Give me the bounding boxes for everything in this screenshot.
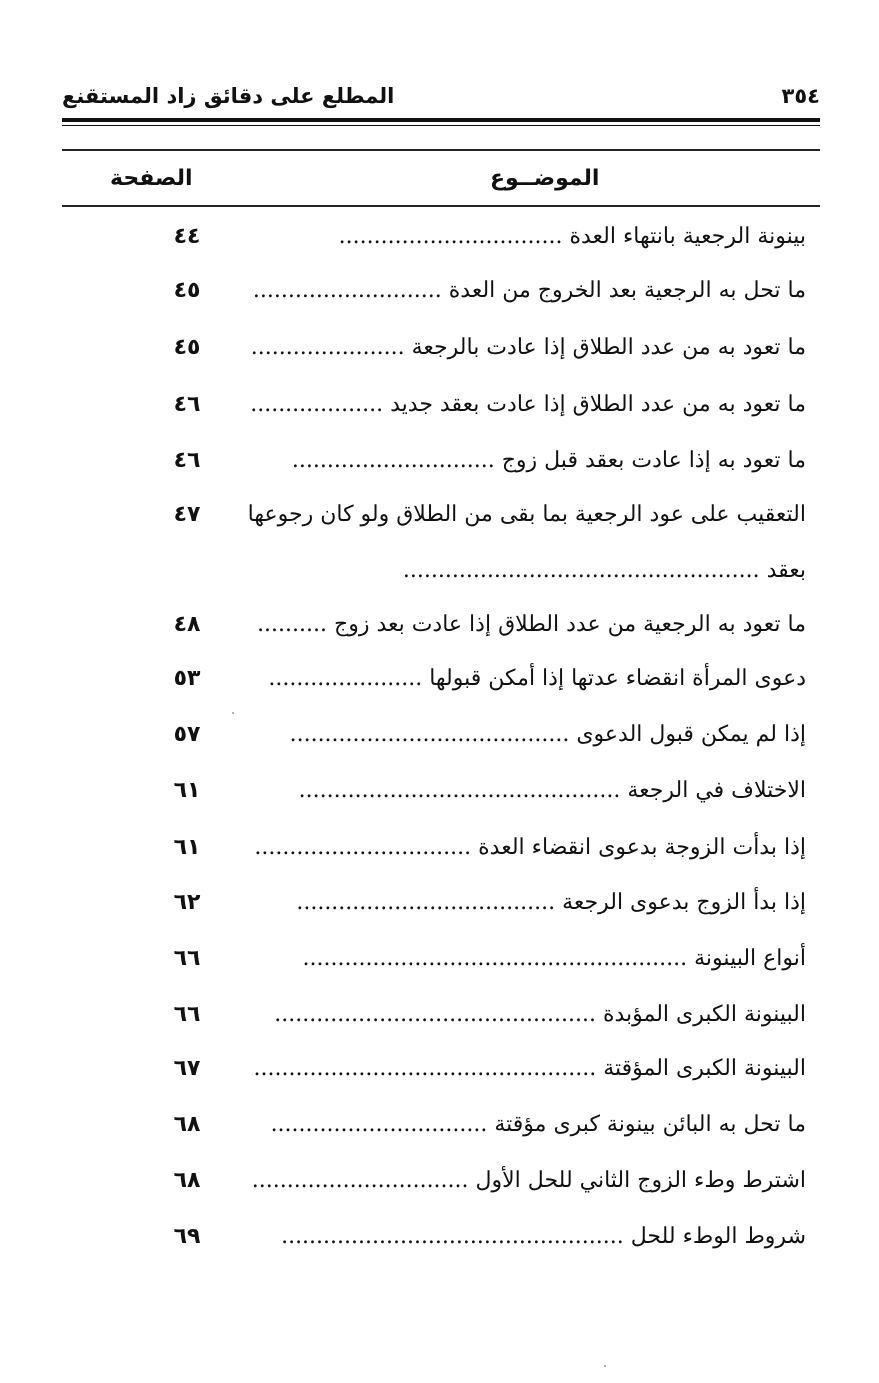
leader-dots: ...........................	[252, 278, 442, 303]
toc-entry-title	[268, 664, 806, 694]
header-rule-thick	[62, 118, 820, 122]
leader-dots: ...............................	[254, 835, 472, 860]
leader-dots: .............................	[291, 448, 495, 473]
toc-entry	[62, 446, 820, 500]
leader-dots: ...............................	[251, 1168, 469, 1193]
toc-entry-title	[290, 720, 806, 750]
toc-entry-title	[339, 222, 806, 252]
toc-entry-page: ٤٨	[173, 612, 201, 637]
leader-dots: ..............................................	[298, 778, 621, 803]
toc-entry	[62, 720, 820, 774]
toc-entry-text: إذا بدأت الزوجة بدعوى انقضاء العدة	[478, 835, 806, 860]
leader-dots: ........................................	[289, 722, 570, 747]
book-title: المطلع على دقائق زاد المستقنع	[62, 84, 395, 108]
toc-entry-title	[257, 610, 806, 640]
toc-entry-text: ما تحل به الرجعية بعد الخروج من العدة	[448, 278, 806, 303]
toc-entry-text: إذا لم يمكن قبول الدعوى	[576, 722, 806, 747]
toc-entry-page: ٥٣	[173, 666, 201, 691]
toc-entry-page: ٤٥	[173, 335, 201, 360]
toc-entry-title	[296, 888, 806, 918]
toc-entry-title	[303, 944, 806, 974]
toc-entry-text: البينونة الكبرى المؤبدة	[602, 1002, 806, 1027]
toc-entry-text: دعوى المرأة انقضاء عدتها إذا أمكن قبولها	[429, 666, 806, 691]
toc-entry-page: ٦٢	[173, 890, 201, 915]
toc-entry-title	[254, 833, 806, 863]
leader-dots: ..........	[257, 612, 327, 637]
toc-entry-title	[299, 776, 806, 806]
leader-dots: ................................	[338, 224, 563, 249]
toc-entry-page: ٤٧	[173, 502, 201, 527]
running-header	[62, 80, 820, 118]
toc-entry-text: شروط الوطء للحل	[630, 1224, 806, 1249]
toc-entry-title	[252, 1166, 806, 1196]
leader-dots: ......................	[250, 335, 405, 360]
leader-dots: .......................................................	[302, 946, 688, 971]
toc-entry-page: ٤٤	[173, 224, 201, 249]
leader-dots: ......................	[268, 666, 423, 691]
scan-speck	[232, 712, 234, 714]
toc-entry	[62, 610, 820, 664]
toc-entry-page: ٤٦	[173, 448, 201, 473]
leader-dots: ...............................	[270, 1112, 488, 1137]
table-header-rule	[62, 205, 820, 207]
toc-entry	[62, 1110, 820, 1164]
toc-entry-page: ٤٦	[173, 392, 201, 417]
header-rule-thin	[62, 125, 820, 126]
toc-entry-text: اشترط وطء الزوج الثاني للحل الأول	[475, 1168, 806, 1193]
toc-entry-page: ٦٧	[173, 1056, 201, 1081]
column-header-page: الصفحة	[110, 166, 193, 191]
toc-entry	[62, 888, 820, 942]
toc-entry-title	[281, 1222, 806, 1252]
scan-speck	[604, 1365, 606, 1367]
toc-entry-title	[292, 446, 806, 476]
toc-entry	[62, 500, 820, 583]
leader-dots: ...................	[250, 392, 384, 417]
toc-entry-text: البينونة الكبرى المؤقتة	[603, 1056, 806, 1081]
toc-entry-text: ما تعود به إذا عادت بعقد قبل زوج	[501, 448, 806, 473]
toc-entry-page: ٦١	[173, 835, 201, 860]
toc-entry-text: بينونة الرجعية بانتهاء العدة	[569, 224, 806, 249]
toc-entry	[62, 333, 820, 387]
leader-dots: ..............................................	[274, 1002, 596, 1027]
toc-entry-title	[250, 390, 806, 420]
toc-entry	[62, 1166, 820, 1220]
toc-entry-text: الاختلاف في الرجعة	[627, 778, 806, 803]
toc-entry-text: إذا بدأ الزوج بدعوى الرجعة	[562, 890, 806, 915]
leader-dots: .....................................	[296, 890, 556, 915]
toc-entry-page: ٦٨	[173, 1168, 201, 1193]
toc-entry-page: ٦١	[173, 778, 201, 803]
leader-dots: .................................................	[281, 1224, 624, 1249]
toc-entry-text: ما تعود به من عدد الطلاق إذا عادت بالرجعة	[411, 335, 806, 360]
toc-entry-text: ما تحل به البائن بينونة كبرى مؤقتة	[494, 1112, 806, 1137]
toc-entry-page: ٦٨	[173, 1112, 201, 1137]
toc-entry-page: ٦٦	[173, 1002, 201, 1027]
toc-entry	[62, 222, 820, 276]
toc-entry-text: ما تعود به من عدد الطلاق إذا عادت بعقد جديد	[390, 392, 806, 417]
page-number: ٣٥٤	[781, 84, 820, 108]
toc-entry-continuation	[403, 556, 806, 586]
toc-entry-title	[248, 500, 806, 530]
toc-entry	[62, 390, 820, 444]
toc-entry-title	[254, 1054, 806, 1084]
toc-entry	[62, 1054, 820, 1108]
toc-entry-title	[251, 333, 806, 363]
toc-entry-continuation-text: بعقد	[766, 558, 806, 583]
toc-entry	[62, 944, 820, 998]
toc-entry	[62, 664, 820, 718]
toc-entry	[62, 1222, 820, 1276]
leader-dots: .................................................	[253, 1056, 597, 1081]
toc-entry-page: ٦٩	[173, 1224, 201, 1249]
toc-entry	[62, 776, 820, 830]
table-top-rule	[62, 149, 820, 151]
toc-entry	[62, 833, 820, 887]
toc-entry-page: ٥٧	[173, 722, 201, 747]
toc-entry-text: أنواع البينونة	[694, 946, 806, 971]
toc-entry-page: ٤٥	[173, 278, 201, 303]
toc-entry	[62, 276, 820, 330]
toc-entry-title	[271, 1110, 806, 1140]
column-header-topic: الموضــوع	[490, 166, 600, 191]
toc-entry-title	[274, 1000, 806, 1030]
toc-entry-title	[253, 276, 806, 306]
toc-entry-text: ما تعود به الرجعية من عدد الطلاق إذا عادت بعد زوج	[334, 612, 806, 637]
toc-entry-text: التعقيب على عود الرجعية بما بقى من الطلاق ولو كان رجوعها	[247, 502, 806, 527]
toc-entry	[62, 1000, 820, 1054]
toc-entry-page: ٦٦	[173, 946, 201, 971]
leader-dots: ...................................................	[402, 558, 760, 583]
